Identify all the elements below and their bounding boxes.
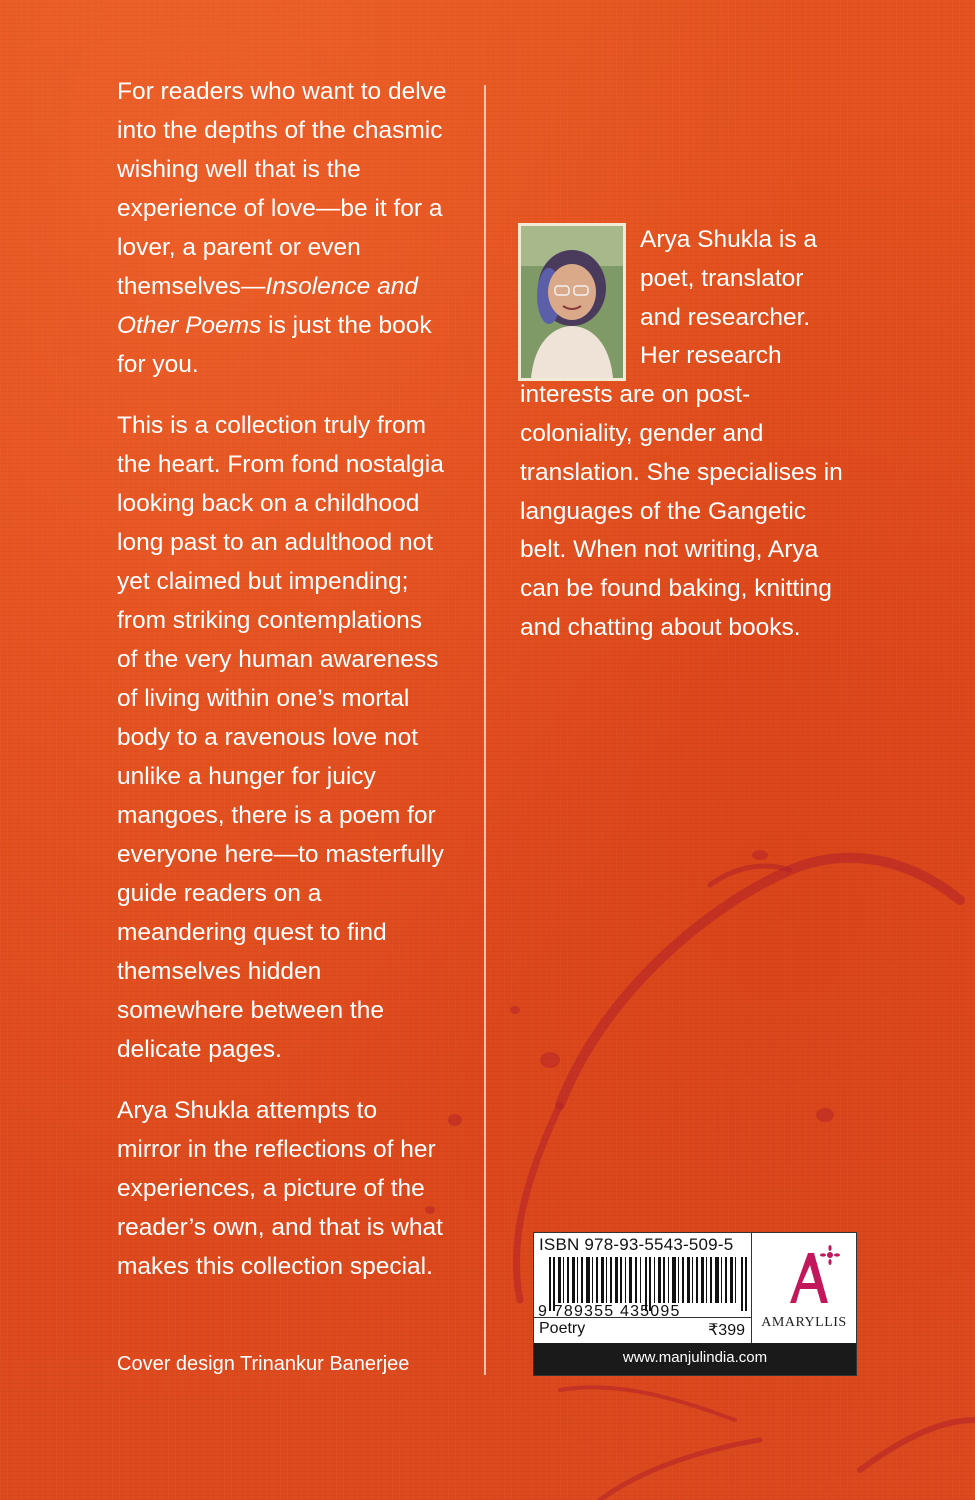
book-title: Insolence and Other Poems — [117, 273, 418, 339]
column-divider — [484, 85, 486, 1375]
blurb-paragraph-3: Arya Shukla attempts to mirror in the reflections of her experiences, a picture of the reader’s own, and that is what makes this collection special. — [117, 1097, 443, 1280]
blurb-p1-outro: is just the book for you. — [117, 312, 432, 378]
blurb-p1-intro: For readers who want to delve into the depths of the chasmic wishing well that is the experience of love—be it for a lover, a parent or even themselves— — [117, 78, 447, 300]
barcode-panel — [533, 1232, 857, 1376]
publisher-name: AMARYLLIS — [761, 1315, 847, 1330]
amaryllis-logo-icon — [780, 1245, 840, 1305]
barcode-digits: 9 789355 435095 — [538, 1303, 681, 1320]
isbn-label: ISBN 978-93-5543-509-5 — [539, 1235, 734, 1254]
publisher-logo — [752, 1233, 856, 1343]
blurb-paragraph-2: This is a collection truly from the heart. From fond nostalgia looking back on a childhood long past to an adulthood not yet claimed but impending; from striking contemplations of the very human awareness of living within one’s mortal body to a ravenous love not unlike a hunger for juicy mangoes, there is a poem for everyone here—to masterfully guide readers on a meandering quest to find themselves hidden somewhere between the delicate pages. — [117, 412, 444, 1063]
isbn-block — [534, 1233, 752, 1343]
price-label: ₹399 — [708, 1322, 745, 1339]
photo-spacer — [520, 221, 640, 376]
author-bio-text: Arya Shukla is a poet, translator and researcher. Her research interests are on post-coloniality, gender and translation. She specialises in languages of the Gangetic belt. When not writing, Arya can be found baking, knitting and chatting about books. — [520, 226, 843, 641]
blurb-paragraph-1 — [117, 72, 447, 384]
cover-design-credit: Cover design Trinankur Banerjee — [117, 1353, 410, 1375]
publisher-url[interactable]: www.manjulindia.com — [534, 1343, 856, 1375]
author-bio — [520, 221, 850, 648]
genre-label: Poetry — [539, 1320, 586, 1337]
blurb-column — [117, 72, 447, 1308]
genre-price-row — [534, 1317, 751, 1344]
